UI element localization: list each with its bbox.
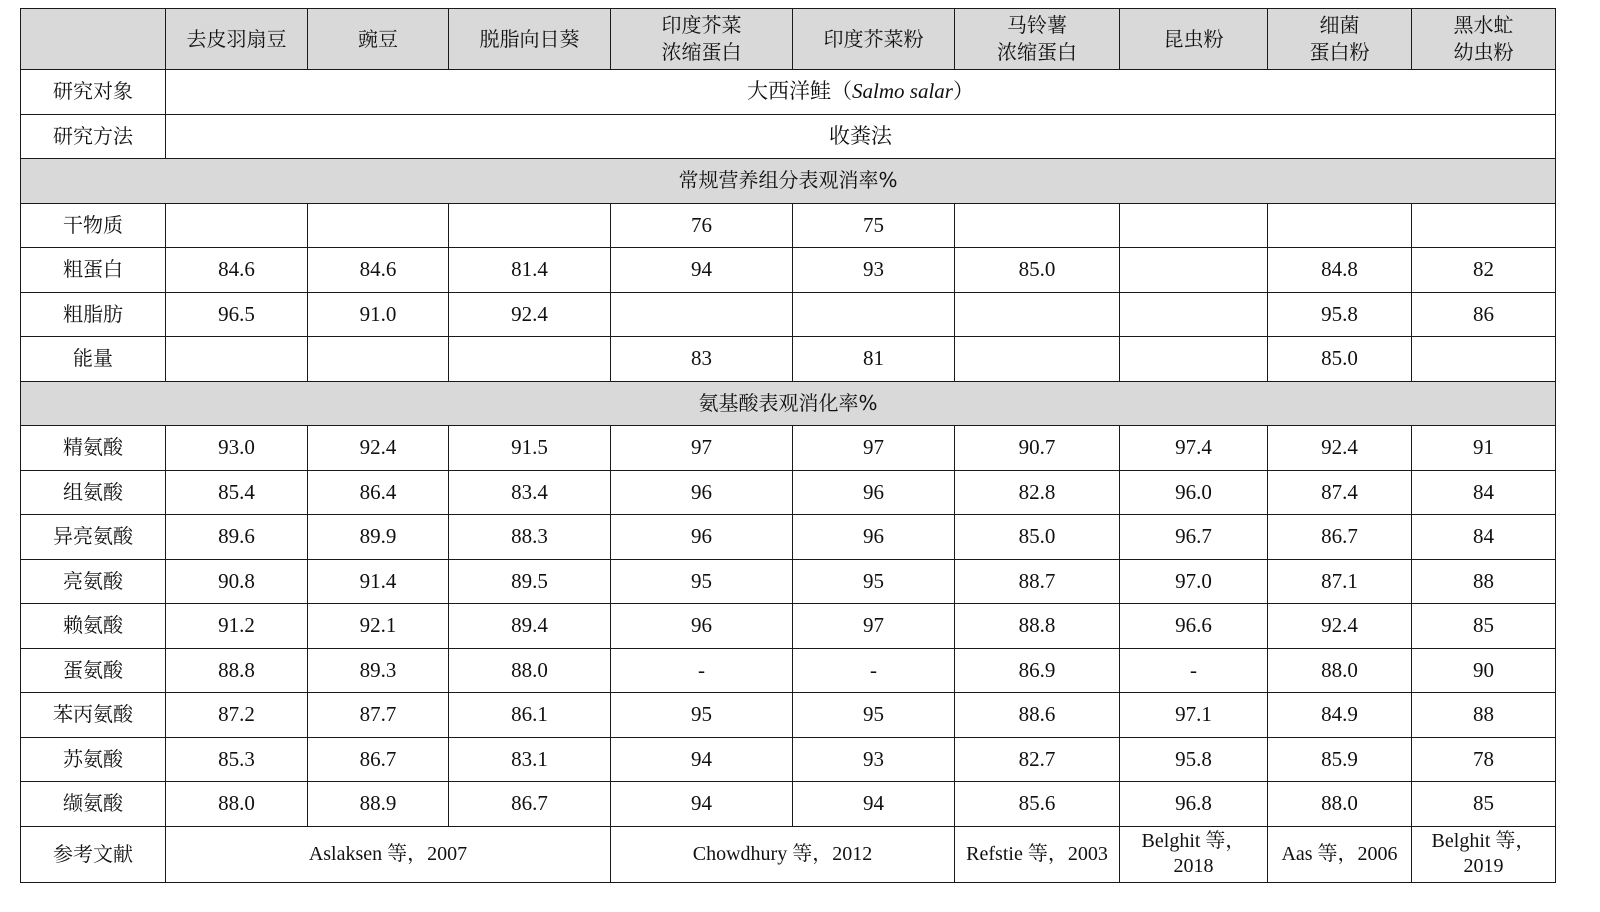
table-cell bbox=[166, 203, 308, 248]
header-line: 黑水虻 bbox=[1453, 13, 1514, 37]
table-cell: 96.6 bbox=[1120, 604, 1268, 649]
table-cell: 85.3 bbox=[166, 737, 308, 782]
table-cell: 81 bbox=[793, 337, 955, 382]
table-cell: 91.2 bbox=[166, 604, 308, 649]
table-cell: - bbox=[611, 648, 793, 693]
header-line: 幼虫粉 bbox=[1453, 40, 1514, 64]
table-cell: 85.4 bbox=[166, 470, 308, 515]
table-cell: 87.2 bbox=[166, 693, 308, 738]
table-cell bbox=[308, 203, 449, 248]
table-cell: 93.0 bbox=[166, 426, 308, 471]
table-cell: 97.0 bbox=[1120, 559, 1268, 604]
table-cell: 96.0 bbox=[1120, 470, 1268, 515]
table-cell: - bbox=[1120, 648, 1268, 693]
table-cell: 86.4 bbox=[308, 470, 449, 515]
study-method-value: 收粪法 bbox=[166, 114, 1556, 159]
table-body bbox=[21, 9, 1556, 883]
table-cell: 89.6 bbox=[166, 515, 308, 560]
table-cell: 97 bbox=[793, 604, 955, 649]
table-cell: 96 bbox=[793, 470, 955, 515]
table-row bbox=[21, 604, 1556, 649]
table-cell: 84 bbox=[1412, 515, 1556, 560]
table-cell: 86.7 bbox=[308, 737, 449, 782]
table-row bbox=[21, 248, 1556, 293]
table-cell: 95 bbox=[611, 693, 793, 738]
table-cell: 91.0 bbox=[308, 292, 449, 337]
row-label: 精氨酸 bbox=[21, 426, 166, 471]
table-cell: 94 bbox=[611, 248, 793, 293]
table-cell: 88.0 bbox=[449, 648, 611, 693]
table-cell bbox=[793, 292, 955, 337]
table-cell: 83.4 bbox=[449, 470, 611, 515]
table-cell: 97 bbox=[793, 426, 955, 471]
table-cell bbox=[308, 337, 449, 382]
reference-cell bbox=[1120, 826, 1268, 882]
reference-cell bbox=[1412, 826, 1556, 882]
row-label: 亮氨酸 bbox=[21, 559, 166, 604]
reference-cell: Chowdhury 等，2012 bbox=[611, 826, 955, 882]
header-line: 马铃薯 bbox=[1007, 13, 1067, 37]
table-cell: 95.8 bbox=[1120, 737, 1268, 782]
table-cell: 85 bbox=[1412, 782, 1556, 827]
reference-line: Belghit 等， bbox=[1141, 830, 1246, 852]
table-cell bbox=[955, 203, 1120, 248]
table-cell: 96 bbox=[611, 515, 793, 560]
table-cell: 82.7 bbox=[955, 737, 1120, 782]
table-cell: 97.4 bbox=[1120, 426, 1268, 471]
section-title-nutrients: 常规营养组分表观消率% bbox=[21, 159, 1556, 204]
table-cell: 92.1 bbox=[308, 604, 449, 649]
table-cell: 96 bbox=[793, 515, 955, 560]
table-cell: 92.4 bbox=[449, 292, 611, 337]
section-title-amino-acids: 氨基酸表观消化率% bbox=[21, 381, 1556, 426]
table-cell: 84.6 bbox=[166, 248, 308, 293]
header-cell-defatted-sunflower: 脱脂向日葵 bbox=[449, 9, 611, 70]
row-label: 粗蛋白 bbox=[21, 248, 166, 293]
table-cell: 85.6 bbox=[955, 782, 1120, 827]
table-cell: 96.8 bbox=[1120, 782, 1268, 827]
table-cell: 92.4 bbox=[1268, 426, 1412, 471]
table-cell: 86.7 bbox=[1268, 515, 1412, 560]
section-row-nutrients bbox=[21, 159, 1556, 204]
header-cell-mustard-protein-concentrate bbox=[611, 9, 793, 70]
study-method-row bbox=[21, 114, 1556, 159]
header-line: 浓缩蛋白 bbox=[661, 40, 742, 64]
references-label: 参考文献 bbox=[21, 826, 166, 882]
table-cell: 83 bbox=[611, 337, 793, 382]
table-cell bbox=[1412, 203, 1556, 248]
table-cell: 94 bbox=[611, 782, 793, 827]
table-cell: 83.1 bbox=[449, 737, 611, 782]
table-cell: 87.1 bbox=[1268, 559, 1412, 604]
table-cell: 85 bbox=[1412, 604, 1556, 649]
table-cell: 90.8 bbox=[166, 559, 308, 604]
table-cell: 93 bbox=[793, 248, 955, 293]
table-cell: 89.4 bbox=[449, 604, 611, 649]
header-line: 细菌 bbox=[1319, 13, 1360, 37]
table-cell bbox=[1268, 203, 1412, 248]
table-cell: 95.8 bbox=[1268, 292, 1412, 337]
row-label: 能量 bbox=[21, 337, 166, 382]
table-cell: 96 bbox=[611, 470, 793, 515]
table-cell: 87.4 bbox=[1268, 470, 1412, 515]
table-cell: 88 bbox=[1412, 693, 1556, 738]
table-cell bbox=[1120, 248, 1268, 293]
table-row bbox=[21, 693, 1556, 738]
table-cell: 91.5 bbox=[449, 426, 611, 471]
header-line: 印度芥菜 bbox=[661, 13, 742, 37]
table-cell: 88.7 bbox=[955, 559, 1120, 604]
section-row-amino-acids bbox=[21, 381, 1556, 426]
table-cell: 82.8 bbox=[955, 470, 1120, 515]
table-row bbox=[21, 426, 1556, 471]
table-row bbox=[21, 782, 1556, 827]
table-cell: 84.8 bbox=[1268, 248, 1412, 293]
row-label: 组氨酸 bbox=[21, 470, 166, 515]
table-cell: 96.7 bbox=[1120, 515, 1268, 560]
header-cell-blank bbox=[21, 9, 166, 70]
table-cell bbox=[166, 337, 308, 382]
table-cell: 85.0 bbox=[955, 515, 1120, 560]
table-row bbox=[21, 292, 1556, 337]
row-label: 异亮氨酸 bbox=[21, 515, 166, 560]
table-cell: 86.7 bbox=[449, 782, 611, 827]
table-cell: 84 bbox=[1412, 470, 1556, 515]
table-row bbox=[21, 203, 1556, 248]
table-cell bbox=[1120, 203, 1268, 248]
table-cell: 90.7 bbox=[955, 426, 1120, 471]
table-cell: 88.0 bbox=[1268, 648, 1412, 693]
table-row bbox=[21, 470, 1556, 515]
table-cell: 95 bbox=[793, 693, 955, 738]
table-cell: 95 bbox=[793, 559, 955, 604]
table-cell: 96 bbox=[611, 604, 793, 649]
table-cell: - bbox=[793, 648, 955, 693]
table-cell: 81.4 bbox=[449, 248, 611, 293]
table-cell: 91 bbox=[1412, 426, 1556, 471]
table-cell: 88.8 bbox=[955, 604, 1120, 649]
header-cell-pea: 豌豆 bbox=[308, 9, 449, 70]
table-cell: 88.6 bbox=[955, 693, 1120, 738]
table-cell bbox=[449, 337, 611, 382]
table-row bbox=[21, 737, 1556, 782]
table-cell: 75 bbox=[793, 203, 955, 248]
reference-cell: Aslaksen 等，2007 bbox=[166, 826, 611, 882]
table-cell: 78 bbox=[1412, 737, 1556, 782]
table-cell: 97 bbox=[611, 426, 793, 471]
table-cell: 95 bbox=[611, 559, 793, 604]
study-object-label: 研究对象 bbox=[21, 70, 166, 115]
table-cell: 92.4 bbox=[1268, 604, 1412, 649]
table-row bbox=[21, 515, 1556, 560]
table-row bbox=[21, 559, 1556, 604]
reference-cell: Refstie 等，2003 bbox=[955, 826, 1120, 882]
table-cell: 92.4 bbox=[308, 426, 449, 471]
table-cell: 89.3 bbox=[308, 648, 449, 693]
table-cell: 86 bbox=[1412, 292, 1556, 337]
table-cell: 88.0 bbox=[166, 782, 308, 827]
species-name: Salmo salar bbox=[852, 79, 953, 104]
row-label: 苯丙氨酸 bbox=[21, 693, 166, 738]
header-cell-mustard-meal: 印度芥菜粉 bbox=[793, 9, 955, 70]
table-cell: 96.5 bbox=[166, 292, 308, 337]
table-cell: 93 bbox=[793, 737, 955, 782]
table-cell: 86.1 bbox=[449, 693, 611, 738]
study-object-value bbox=[166, 70, 1556, 115]
table-cell: 94 bbox=[611, 737, 793, 782]
table-cell: 91.4 bbox=[308, 559, 449, 604]
table-row bbox=[21, 337, 1556, 382]
row-label: 苏氨酸 bbox=[21, 737, 166, 782]
table-cell: 88.3 bbox=[449, 515, 611, 560]
table-cell bbox=[611, 292, 793, 337]
row-label: 干物质 bbox=[21, 203, 166, 248]
study-object-row bbox=[21, 70, 1556, 115]
table-row bbox=[21, 648, 1556, 693]
table-cell bbox=[955, 337, 1120, 382]
table-cell: 87.7 bbox=[308, 693, 449, 738]
header-line: 蛋白粉 bbox=[1309, 40, 1370, 64]
references-row bbox=[21, 826, 1556, 882]
reference-line: 2019 bbox=[1463, 855, 1504, 877]
table-cell: 84.9 bbox=[1268, 693, 1412, 738]
study-object-suffix: ） bbox=[952, 79, 974, 104]
header-cell-black-soldier-fly-larvae-meal bbox=[1412, 9, 1556, 70]
table-cell: 88.9 bbox=[308, 782, 449, 827]
table-cell: 85.0 bbox=[1268, 337, 1412, 382]
table-cell bbox=[449, 203, 611, 248]
row-label: 粗脂肪 bbox=[21, 292, 166, 337]
header-cell-insect-meal: 昆虫粉 bbox=[1120, 9, 1268, 70]
study-method-label: 研究方法 bbox=[21, 114, 166, 159]
table-cell bbox=[1120, 337, 1268, 382]
header-cell-potato-protein-concentrate bbox=[955, 9, 1120, 70]
table-cell: 89.5 bbox=[449, 559, 611, 604]
table-cell: 76 bbox=[611, 203, 793, 248]
header-line: 浓缩蛋白 bbox=[997, 40, 1077, 64]
table-cell: 82 bbox=[1412, 248, 1556, 293]
table-cell: 85.0 bbox=[955, 248, 1120, 293]
row-label: 缬氨酸 bbox=[21, 782, 166, 827]
header-cell-dehulled-lupin: 去皮羽扇豆 bbox=[166, 9, 308, 70]
table-cell: 85.9 bbox=[1268, 737, 1412, 782]
table-cell bbox=[955, 292, 1120, 337]
table-cell: 86.9 bbox=[955, 648, 1120, 693]
row-label: 赖氨酸 bbox=[21, 604, 166, 649]
table-cell: 89.9 bbox=[308, 515, 449, 560]
header-row bbox=[21, 9, 1556, 70]
table-cell: 88.0 bbox=[1268, 782, 1412, 827]
table-cell: 88.8 bbox=[166, 648, 308, 693]
table-cell: 88 bbox=[1412, 559, 1556, 604]
table-cell: 84.6 bbox=[308, 248, 449, 293]
digestibility-table bbox=[20, 8, 1556, 883]
table-cell: 97.1 bbox=[1120, 693, 1268, 738]
table-cell bbox=[1412, 337, 1556, 382]
table-cell bbox=[1120, 292, 1268, 337]
header-cell-bacterial-protein-meal bbox=[1268, 9, 1412, 70]
table-cell: 94 bbox=[793, 782, 955, 827]
table-cell: 90 bbox=[1412, 648, 1556, 693]
reference-line: 2018 bbox=[1173, 855, 1214, 877]
reference-cell: Aas 等，2006 bbox=[1268, 826, 1412, 882]
reference-line: Belghit 等， bbox=[1431, 830, 1536, 852]
study-object-prefix: 大西洋鲑（ bbox=[747, 79, 853, 104]
row-label: 蛋氨酸 bbox=[21, 648, 166, 693]
